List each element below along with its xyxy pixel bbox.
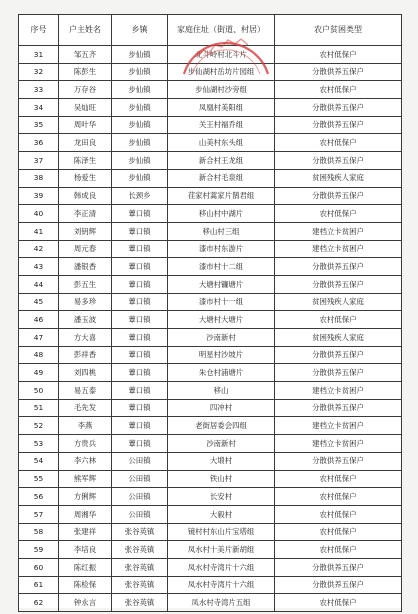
cell-town: 蕈口镇 bbox=[112, 293, 168, 311]
cell-name: 陈彭生 bbox=[59, 63, 112, 81]
cell-no: 44 bbox=[19, 275, 59, 293]
cell-name: 方俐辉 bbox=[59, 488, 112, 506]
cell-town: 步仙镇 bbox=[112, 169, 168, 187]
cell-name: 方贵兵 bbox=[59, 435, 112, 453]
table-row bbox=[19, 81, 402, 99]
cell-town: 步仙镇 bbox=[112, 152, 168, 170]
cell-no: 38 bbox=[19, 169, 59, 187]
cell-town: 蕈口镇 bbox=[112, 346, 168, 364]
cell-type: 建档立卡贫困户 bbox=[275, 417, 402, 435]
cell-town: 步仙镇 bbox=[112, 134, 168, 152]
cell-name: 刘四桃 bbox=[59, 364, 112, 382]
cell-no: 43 bbox=[19, 258, 59, 276]
cell-type: 农村低保户 bbox=[275, 311, 402, 329]
cell-name: 刘钥辉 bbox=[59, 222, 112, 240]
cell-no: 53 bbox=[19, 435, 59, 453]
cell-address: 漆市村十二组 bbox=[168, 258, 275, 276]
cell-type: 农村低保户 bbox=[275, 594, 402, 612]
cell-type: 分散供养五保户 bbox=[275, 258, 402, 276]
cell-address: 凤凰村美阳组 bbox=[168, 99, 275, 117]
cell-no: 56 bbox=[19, 488, 59, 506]
cell-name: 毛先发 bbox=[59, 399, 112, 417]
cell-no: 50 bbox=[19, 382, 59, 400]
header-no: 序号 bbox=[19, 15, 59, 46]
cell-name: 吴灿旺 bbox=[59, 99, 112, 117]
cell-name: 彭祥香 bbox=[59, 346, 112, 364]
table-row bbox=[19, 382, 402, 400]
cell-address: 移山 bbox=[168, 382, 275, 400]
cell-type: 农村低保户 bbox=[275, 523, 402, 541]
household-table bbox=[18, 14, 402, 612]
table-row bbox=[19, 258, 402, 276]
cell-no: 34 bbox=[19, 99, 59, 117]
table-row bbox=[19, 293, 402, 311]
cell-address: 镜村村东山片宝塔组 bbox=[168, 523, 275, 541]
table-row bbox=[19, 364, 402, 382]
cell-name: 钟永言 bbox=[59, 594, 112, 612]
table-row bbox=[19, 99, 402, 117]
cell-town: 蕈口镇 bbox=[112, 364, 168, 382]
cell-name: 邹五齐 bbox=[59, 46, 112, 64]
table-row bbox=[19, 329, 402, 347]
cell-address: 北斗岭村北斗片 bbox=[168, 46, 275, 64]
cell-address: 老街居委会四组 bbox=[168, 417, 275, 435]
cell-type: 分散供养五保户 bbox=[275, 399, 402, 417]
cell-type: 分散供养五保户 bbox=[275, 275, 402, 293]
table-row bbox=[19, 523, 402, 541]
cell-no: 52 bbox=[19, 417, 59, 435]
table-row bbox=[19, 116, 402, 134]
cell-type: 分散供养五保户 bbox=[275, 346, 402, 364]
cell-name: 陈红振 bbox=[59, 558, 112, 576]
cell-type: 建档立卡贫困户 bbox=[275, 240, 402, 258]
cell-town: 公田镇 bbox=[112, 470, 168, 488]
cell-type: 分散供养五保户 bbox=[275, 99, 402, 117]
table-row bbox=[19, 46, 402, 64]
cell-name: 潘玉波 bbox=[59, 311, 112, 329]
cell-type: 建档立卡贫困户 bbox=[275, 435, 402, 453]
cell-type: 建档立卡贫困户 bbox=[275, 222, 402, 240]
cell-type: 分散供养五保户 bbox=[275, 364, 402, 382]
cell-no: 35 bbox=[19, 116, 59, 134]
cell-address: 大塘村镰塘片 bbox=[168, 275, 275, 293]
cell-no: 39 bbox=[19, 187, 59, 205]
cell-address: 步仙湖村沙旁组 bbox=[168, 81, 275, 99]
cell-no: 31 bbox=[19, 46, 59, 64]
cell-name: 熊军辉 bbox=[59, 470, 112, 488]
cell-no: 59 bbox=[19, 541, 59, 559]
cell-address: 荏家村蒿家片鹊君组 bbox=[168, 187, 275, 205]
table-row bbox=[19, 488, 402, 506]
cell-type: 农村低保户 bbox=[275, 81, 402, 99]
cell-no: 54 bbox=[19, 452, 59, 470]
cell-town: 步仙镇 bbox=[112, 46, 168, 64]
cell-name: 陈泽生 bbox=[59, 152, 112, 170]
cell-type: 分散供养五保户 bbox=[275, 576, 402, 594]
cell-name: 陈检保 bbox=[59, 576, 112, 594]
cell-address: 凤水村寺湾片五组 bbox=[168, 594, 275, 612]
cell-name: 张建祥 bbox=[59, 523, 112, 541]
cell-name: 周元春 bbox=[59, 240, 112, 258]
table-row bbox=[19, 346, 402, 364]
cell-town: 蕈口镇 bbox=[112, 435, 168, 453]
cell-no: 41 bbox=[19, 222, 59, 240]
cell-town: 张谷英镇 bbox=[112, 594, 168, 612]
cell-address: 凤水村十美片新胡组 bbox=[168, 541, 275, 559]
cell-town: 张谷英镇 bbox=[112, 541, 168, 559]
cell-no: 51 bbox=[19, 399, 59, 417]
cell-no: 58 bbox=[19, 523, 59, 541]
table-row bbox=[19, 470, 402, 488]
cell-town: 步仙镇 bbox=[112, 99, 168, 117]
cell-address: 大毅村 bbox=[168, 505, 275, 523]
cell-type: 农村低保户 bbox=[275, 134, 402, 152]
table-row bbox=[19, 63, 402, 81]
cell-type: 建档立卡贫困户 bbox=[275, 382, 402, 400]
cell-name: 周湘华 bbox=[59, 505, 112, 523]
document-page bbox=[18, 14, 401, 608]
cell-town: 公田镇 bbox=[112, 452, 168, 470]
cell-no: 45 bbox=[19, 293, 59, 311]
cell-type: 农村低保户 bbox=[275, 205, 402, 223]
cell-type: 分散供养五保户 bbox=[275, 116, 402, 134]
cell-address: 铁山村 bbox=[168, 470, 275, 488]
cell-address: 关王村福乔组 bbox=[168, 116, 275, 134]
cell-address: 沙南新村 bbox=[168, 329, 275, 347]
cell-address: 大塘村大塘片 bbox=[168, 311, 275, 329]
cell-town: 步仙镇 bbox=[112, 116, 168, 134]
table-row bbox=[19, 594, 402, 612]
cell-type: 分散供养五保户 bbox=[275, 152, 402, 170]
cell-name: 方大喜 bbox=[59, 329, 112, 347]
cell-name: 李燕 bbox=[59, 417, 112, 435]
table-row bbox=[19, 452, 402, 470]
cell-no: 61 bbox=[19, 576, 59, 594]
cell-no: 60 bbox=[19, 558, 59, 576]
cell-name: 万存谷 bbox=[59, 81, 112, 99]
header-address: 家庭住址（街道、村居） bbox=[168, 15, 275, 46]
cell-no: 46 bbox=[19, 311, 59, 329]
cell-address: 山美村东头组 bbox=[168, 134, 275, 152]
header-row bbox=[19, 15, 402, 46]
cell-no: 49 bbox=[19, 364, 59, 382]
cell-name: 易五泰 bbox=[59, 382, 112, 400]
table-row bbox=[19, 134, 402, 152]
cell-town: 蕈口镇 bbox=[112, 275, 168, 293]
cell-address: 沙南新村 bbox=[168, 435, 275, 453]
cell-no: 57 bbox=[19, 505, 59, 523]
table-row bbox=[19, 275, 402, 293]
table-row bbox=[19, 505, 402, 523]
header-name: 户主姓名 bbox=[59, 15, 112, 46]
table-row bbox=[19, 222, 402, 240]
cell-address: 移山村三组 bbox=[168, 222, 275, 240]
cell-town: 蕈口镇 bbox=[112, 399, 168, 417]
cell-type: 农村低保户 bbox=[275, 541, 402, 559]
table-row bbox=[19, 417, 402, 435]
cell-name: 李六林 bbox=[59, 452, 112, 470]
table-row bbox=[19, 576, 402, 594]
cell-name: 李正清 bbox=[59, 205, 112, 223]
cell-town: 张谷英镇 bbox=[112, 576, 168, 594]
cell-address: 明星村沙坡片 bbox=[168, 346, 275, 364]
table-row bbox=[19, 240, 402, 258]
cell-no: 48 bbox=[19, 346, 59, 364]
cell-town: 张谷英镇 bbox=[112, 523, 168, 541]
cell-no: 55 bbox=[19, 470, 59, 488]
cell-no: 37 bbox=[19, 152, 59, 170]
cell-name: 李培良 bbox=[59, 541, 112, 559]
cell-type: 贫困残疾人家庭 bbox=[275, 293, 402, 311]
cell-town: 长颈乡 bbox=[112, 187, 168, 205]
cell-address: 新合村毛泉组 bbox=[168, 169, 275, 187]
cell-no: 32 bbox=[19, 63, 59, 81]
cell-type: 贫困残疾人家庭 bbox=[275, 169, 402, 187]
cell-town: 张谷英镇 bbox=[112, 558, 168, 576]
cell-type: 农村低保户 bbox=[275, 488, 402, 506]
cell-no: 36 bbox=[19, 134, 59, 152]
cell-town: 步仙镇 bbox=[112, 63, 168, 81]
cell-address: 步仙湖村岳坊片园组 bbox=[168, 63, 275, 81]
table-row bbox=[19, 541, 402, 559]
cell-town: 步仙镇 bbox=[112, 81, 168, 99]
cell-name: 杨爱生 bbox=[59, 169, 112, 187]
cell-address: 朱仓村浦塘片 bbox=[168, 364, 275, 382]
cell-type: 农村低保户 bbox=[275, 505, 402, 523]
table-row bbox=[19, 205, 402, 223]
cell-town: 蕈口镇 bbox=[112, 258, 168, 276]
cell-town: 蕈口镇 bbox=[112, 382, 168, 400]
cell-address: 漆市村十一组 bbox=[168, 293, 275, 311]
cell-no: 33 bbox=[19, 81, 59, 99]
cell-name: 彭五生 bbox=[59, 275, 112, 293]
cell-type: 分散供养五保户 bbox=[275, 558, 402, 576]
cell-address: 漆市村东游片 bbox=[168, 240, 275, 258]
cell-type: 农村低保户 bbox=[275, 46, 402, 64]
cell-no: 40 bbox=[19, 205, 59, 223]
cell-no: 62 bbox=[19, 594, 59, 612]
cell-no: 42 bbox=[19, 240, 59, 258]
cell-address: 凤水村寺湾片十六组 bbox=[168, 558, 275, 576]
cell-address: 凤水村寺湾片十六组 bbox=[168, 576, 275, 594]
cell-address: 大塅村 bbox=[168, 452, 275, 470]
cell-type: 贫困残疾人家庭 bbox=[275, 329, 402, 347]
cell-town: 蕈口镇 bbox=[112, 240, 168, 258]
cell-town: 公田镇 bbox=[112, 488, 168, 506]
cell-address: 新合村王龙组 bbox=[168, 152, 275, 170]
cell-town: 蕈口镇 bbox=[112, 311, 168, 329]
table-row bbox=[19, 558, 402, 576]
table-row bbox=[19, 311, 402, 329]
table-row bbox=[19, 169, 402, 187]
cell-town: 蕈口镇 bbox=[112, 329, 168, 347]
cell-address: 长安村 bbox=[168, 488, 275, 506]
cell-name: 韩成良 bbox=[59, 187, 112, 205]
header-town: 乡镇 bbox=[112, 15, 168, 46]
table-row bbox=[19, 152, 402, 170]
cell-town: 蕈口镇 bbox=[112, 417, 168, 435]
cell-no: 47 bbox=[19, 329, 59, 347]
cell-type: 农村低保户 bbox=[275, 470, 402, 488]
cell-name: 周叶华 bbox=[59, 116, 112, 134]
cell-name: 龙田良 bbox=[59, 134, 112, 152]
cell-name: 易多珍 bbox=[59, 293, 112, 311]
table-body bbox=[19, 46, 402, 612]
cell-type: 分散供养五保户 bbox=[275, 187, 402, 205]
cell-type: 分散供养五保户 bbox=[275, 63, 402, 81]
cell-name: 潘银香 bbox=[59, 258, 112, 276]
table-row bbox=[19, 399, 402, 417]
cell-town: 蕈口镇 bbox=[112, 205, 168, 223]
table-row bbox=[19, 435, 402, 453]
cell-town: 蕈口镇 bbox=[112, 222, 168, 240]
cell-address: 四冲村 bbox=[168, 399, 275, 417]
cell-address: 移山村中湖片 bbox=[168, 205, 275, 223]
table-row bbox=[19, 187, 402, 205]
cell-town: 公田镇 bbox=[112, 505, 168, 523]
cell-type: 分散供养五保户 bbox=[275, 452, 402, 470]
header-type: 农户贫困类型 bbox=[275, 15, 402, 46]
